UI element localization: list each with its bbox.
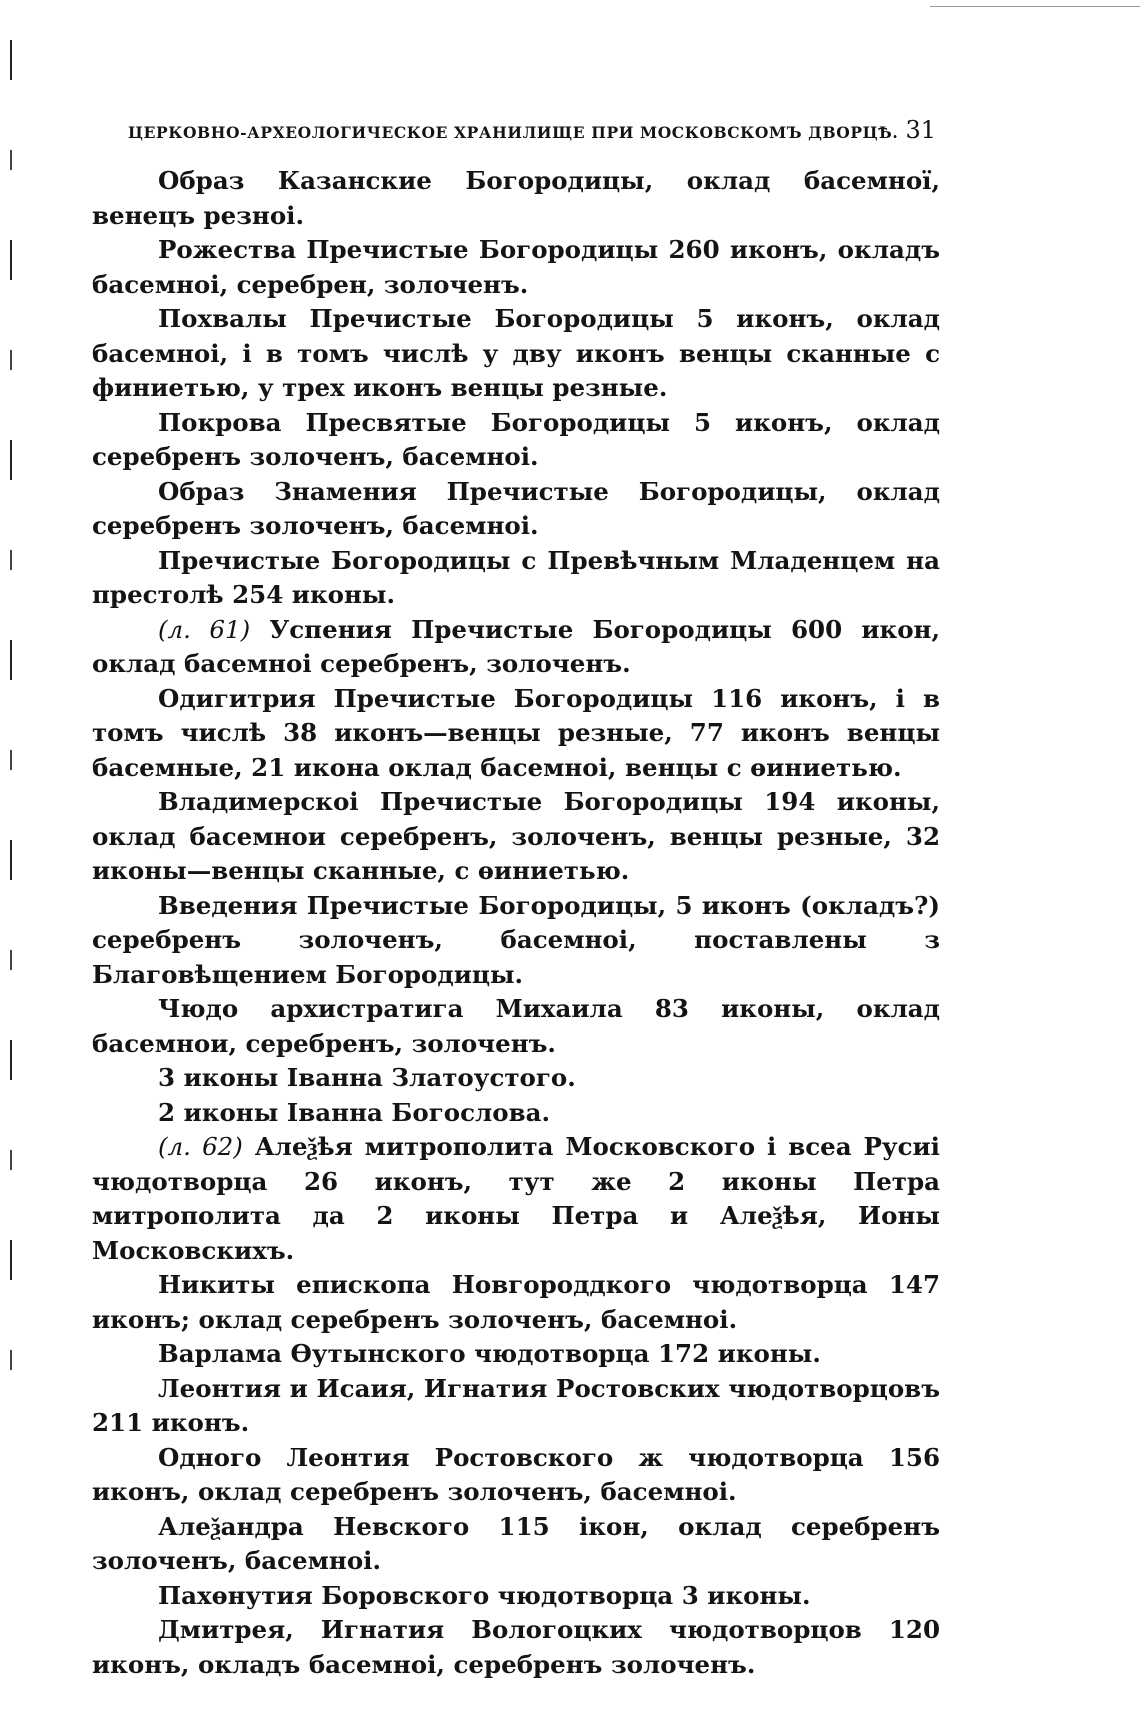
- page-header: [128, 116, 936, 144]
- scan-left-edge: [10, 40, 12, 1440]
- paragraph: 3 иконы Іванна Златоустого.: [158, 1063, 576, 1092]
- paragraph: Введения Пречистые Богородицы, 5 иконъ (окладъ?) серебренъ золоченъ, басемноі, поставлены з Благовѣщением Богородицы.: [92, 890, 940, 989]
- paragraph: Дмитрея, Игнатия Вологоцких чюдотворцов 120 иконъ, окладъ басемноі, серебренъ золоченъ.: [92, 1615, 940, 1679]
- paragraph: (л. 62) Алеѯѣя митрополита Московского і всеа Русиі чюдотворца 26 иконъ, тут же 2 иконы Петра митрополита да 2 иконы Петра и Алеѯѣя, Ионы Московскихъ.: [92, 1132, 940, 1265]
- leaf-reference: (л. 62): [158, 1132, 243, 1161]
- paragraph: Леонтия и Исаия, Игнатия Ростовских чюдотворцовъ 211 иконъ.: [92, 1373, 940, 1437]
- paragraph: Рожества Пречистые Богородицы 260 иконъ, окладъ басемноі, серебрен, золоченъ.: [92, 235, 940, 299]
- paragraph: Алеѯандра Невского 115 ікон, оклад серебренъ золоченъ, басемноі.: [92, 1511, 940, 1575]
- leaf-reference: (л. 61): [158, 614, 251, 644]
- paragraph: Пахѳнутия Боровского чюдотворца 3 иконы.: [158, 1580, 811, 1610]
- paragraph: Пречистые Богородицы с Превѣчным Младенцем на престолѣ 254 иконы.: [92, 545, 940, 609]
- paragraph: (л. 61) Успения Пречистые Богородицы 600 икон, оклад басемноі серебренъ, золоченъ.: [92, 614, 941, 678]
- paragraph: Одигитрия Пречистые Богородицы 116 иконъ, і в томъ числѣ 38 иконъ—венцы резные, 77 иконъ венцы басемные, 21 икона оклад басемноі, венцы с ѳиниетью.: [92, 683, 940, 782]
- scan-top-rule: [930, 6, 1140, 7]
- running-title: ЦЕРКОВНО-АРХЕОЛОГИЧЕСКОЕ ХРАНИЛИЩЕ ПРИ МОСКОВСКОМЪ ДВОРЦѢ.: [128, 123, 899, 142]
- paragraph: Владимерскоі Пречистые Богородицы 194 иконы, оклад басемнои серебренъ, золоченъ, венцы резные, 32 иконы—венцы сканные, с ѳиниетью.: [92, 787, 940, 885]
- paragraph: Варлама Ѳутынского чюдотворца 172 иконы.: [158, 1339, 821, 1368]
- paragraph: Покрова Пресвятые Богородицы 5 иконъ, оклад серебренъ золоченъ, басемноі.: [92, 407, 940, 471]
- page-body: [92, 164, 940, 1682]
- paragraph: Образ Знамения Пречистые Богородицы, оклад серебренъ золоченъ, басемноі.: [92, 476, 940, 540]
- paragraph: Одного Леонтия Ростовского ж чюдотворца 156 иконъ, оклад серебренъ золоченъ, басемноі.: [92, 1442, 940, 1506]
- paragraph: 2 иконы Іванна Богослова.: [158, 1097, 551, 1127]
- paragraph: Похвалы Пречистые Богородицы 5 иконъ, оклад басемноі, і в томъ числѣ у дву иконъ венцы сканные с финиетью, у трех иконъ венцы резные.: [92, 304, 940, 402]
- paragraph: Чюдо архистратига Михаила 83 иконы, оклад басемнои, серебренъ, золоченъ.: [92, 994, 940, 1058]
- paragraph: Никиты епископа Новгороддкого чюдотворца 147 иконъ; оклад серебренъ золоченъ, басемноі.: [92, 1270, 940, 1334]
- paragraph: Образ Казанские Богородицы, оклад басемної, венецъ резноі.: [92, 166, 940, 230]
- page-number: 31: [905, 116, 936, 144]
